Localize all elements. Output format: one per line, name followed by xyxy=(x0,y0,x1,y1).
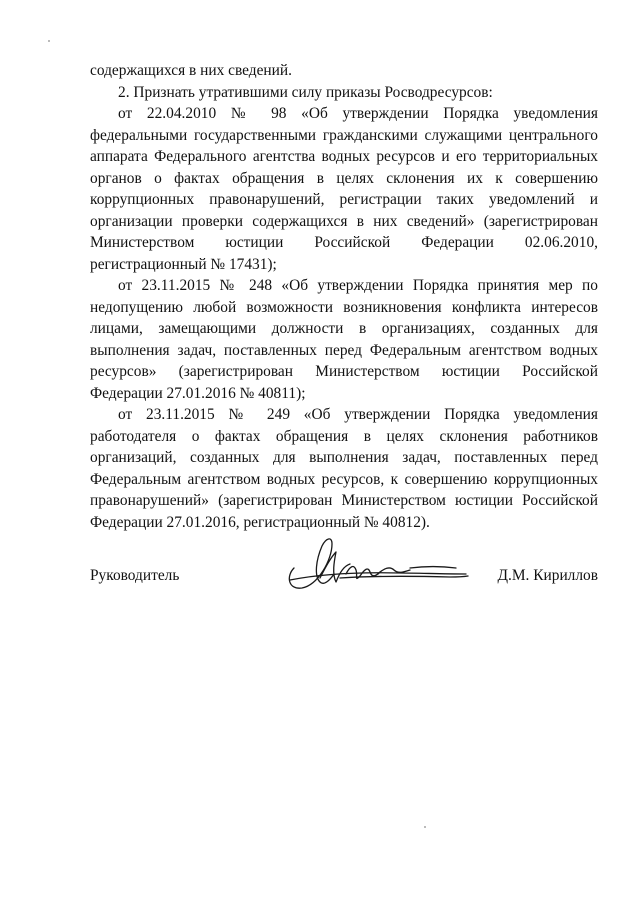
paragraph-item-2: 2. Признать утратившими силу приказы Росводресурсов: xyxy=(118,83,493,101)
document-body xyxy=(90,60,598,533)
handwritten-signature-icon xyxy=(280,530,470,600)
paragraph-order-98: от 22.04.2010 № 98 «Об утверждении Порядка уведомления федеральными государственными гражданскими служащими центрального аппарата Федерального агентства водных ресурсов и его территориальных органов о фактах обращения в целях склонения их к совершению коррупционных правонарушений, регистрации таких уведомлений и организации проверки содержащихся в них сведений» (зарегистрирован Министерством юстиции Российской Федерации 02.06.2010, регистрационный № 17431); xyxy=(90,105,598,273)
paragraph-continuation: содержащихся в них сведений. xyxy=(90,62,292,79)
scan-speck xyxy=(48,40,50,42)
scan-speck xyxy=(424,826,426,828)
signatory-name: Д.М. Кириллов xyxy=(497,567,598,584)
paragraph-order-249: от 23.11.2015 № 249 «Об утверждении Порядка уведомления работодателя о фактах обращения в целях склонения работников организаций, созданных для выполнения задач, поставленных перед Федеральным агентством водных ресурсов, к совершению коррупционных правонарушений» (зарегистрирован Министерством юстиции Российской Федерации 27.01.2016, регистрационный № 40812). xyxy=(90,406,598,531)
signatory-position: Руководитель xyxy=(90,567,180,584)
paragraph-order-248: от 23.11.2015 № 248 «Об утверждении Порядка принятия мер по недопущению любой возможности возникновения конфликта интересов лицами, замещающими должности в организациях, созданных для выполнения задач, поставленных перед Федеральным агентством водных ресурсов» (зарегистрирован Министерством юстиции Российской Федерации 27.01.2016 № 40811); xyxy=(90,277,598,402)
